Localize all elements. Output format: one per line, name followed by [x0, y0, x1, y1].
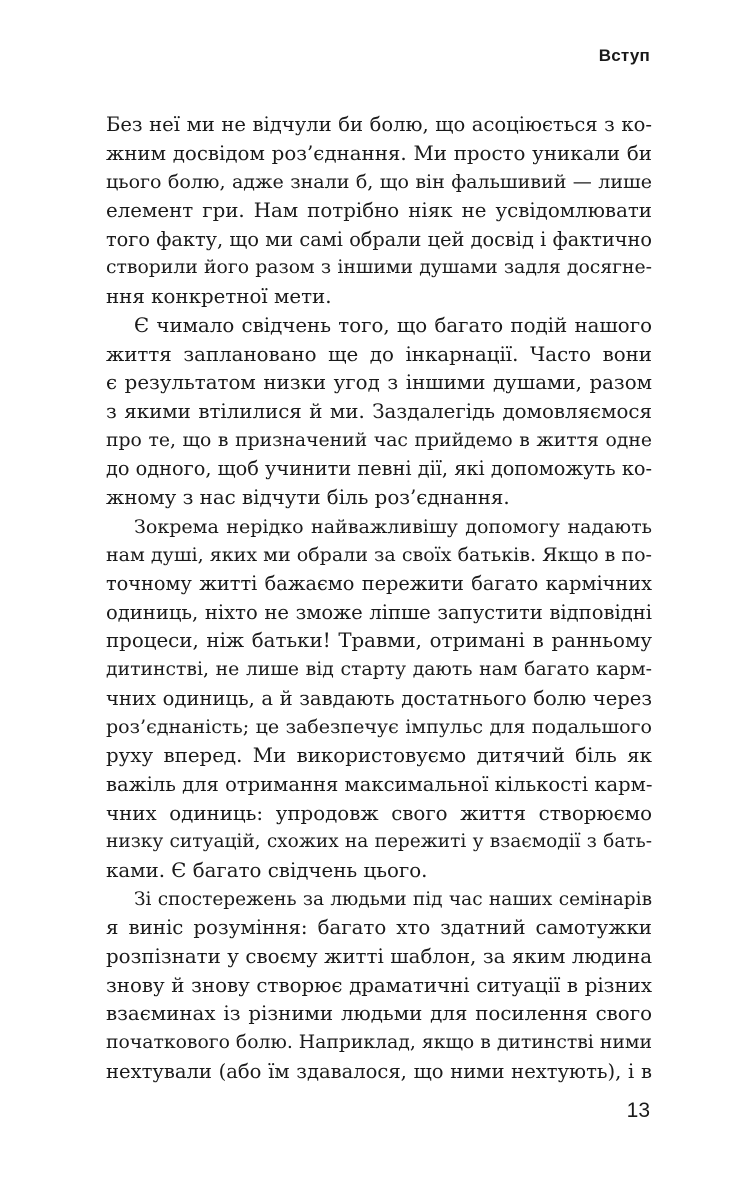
text-line: того факту, що ми самі обрали цей досвід і фактично: [106, 227, 652, 251]
text-line: життя заплановано ще до інкарнації. Часто вони: [106, 342, 652, 366]
text-line: ками. Є багато свідчень цього.: [106, 858, 428, 882]
text-line: точному житті бажаємо пережити багато кармічних: [106, 572, 652, 595]
text-line: цього болю, адже знали б, що він фальшивий — лише: [106, 171, 652, 194]
text-line: нам душі, яких ми обрали за своїх батьків. Якщо в по-: [106, 544, 652, 567]
text-line: з якими втілилися й ми. Заздалегідь домовляємося: [106, 399, 652, 423]
text-line: жному з нас відчути біль роз’єднання.: [106, 485, 510, 509]
text-line: одиниць, ніхто не зможе ліпше запустити відповідні: [106, 600, 652, 624]
text-line: елемент гри. Нам потрібно ніяк не усвідомлювати: [106, 199, 652, 223]
text-line: жним досвідом роз’єднання. Ми просто уникали би: [106, 141, 652, 165]
running-header: Вступ: [598, 46, 650, 65]
text-line: нехтували (або їм здавалося, що ними нехтують), і в: [106, 1059, 652, 1083]
text-line: важіль для отримання максимальної кількості карм-: [106, 772, 652, 796]
text-line: процеси, ніж батьки! Травми, отримані в ранньому: [106, 629, 652, 653]
text-line: знову й знову створює драматичні ситуації в різних: [106, 973, 652, 997]
text-line: Є чимало свідчень того, що багато подій нашого: [134, 313, 652, 337]
text-line: взаєминах із різними людьми для посилення свого: [106, 1002, 652, 1026]
body-text: [106, 111, 652, 1086]
text-line: ння конкретної мети.: [106, 285, 332, 309]
text-line: розпізнати у своєму житті шаблон, за яким людина: [106, 944, 652, 968]
text-line: початкового болю. Наприклад, якщо в дитинстві ними: [106, 1032, 652, 1053]
text-line: руху вперед. Ми використовуємо дитячий біль як: [106, 744, 652, 768]
text-line: низку ситуацій, схожих на пережиті у взаємодії з бать-: [106, 831, 652, 853]
text-line: чних одиниць: упродовж свого життя створюємо: [106, 801, 652, 825]
text-line: про те, що в призначений час прийдемо в життя одне: [106, 429, 652, 451]
text-line: чних одиниць, а й завдають достатнього болю через: [106, 686, 652, 710]
text-line: Зі спостережень за людьми під час наших семінарів: [134, 888, 652, 910]
text-line: Зокрема нерідко найважливішу допомогу надають: [134, 515, 652, 538]
text-line: до одного, щоб учинити певні дії, які допоможуть ко-: [106, 457, 652, 481]
text-line: є результатом низки угод з іншими душами, разом: [106, 371, 652, 395]
page-number: 13: [626, 1099, 650, 1122]
text-line: створили його разом з іншими душами задля досягне-: [106, 257, 652, 279]
text-line: Без неї ми не відчули би болю, що асоціюється з ко-: [106, 113, 652, 136]
text-line: я виніс розуміння: багато хто здатний самотужки: [106, 916, 652, 940]
text-line: дитинстві, не лише від старту дають нам багато карм-: [106, 659, 652, 681]
text-line: роз’єднаність; це забезпечує імпульс для подальшого: [106, 716, 652, 739]
